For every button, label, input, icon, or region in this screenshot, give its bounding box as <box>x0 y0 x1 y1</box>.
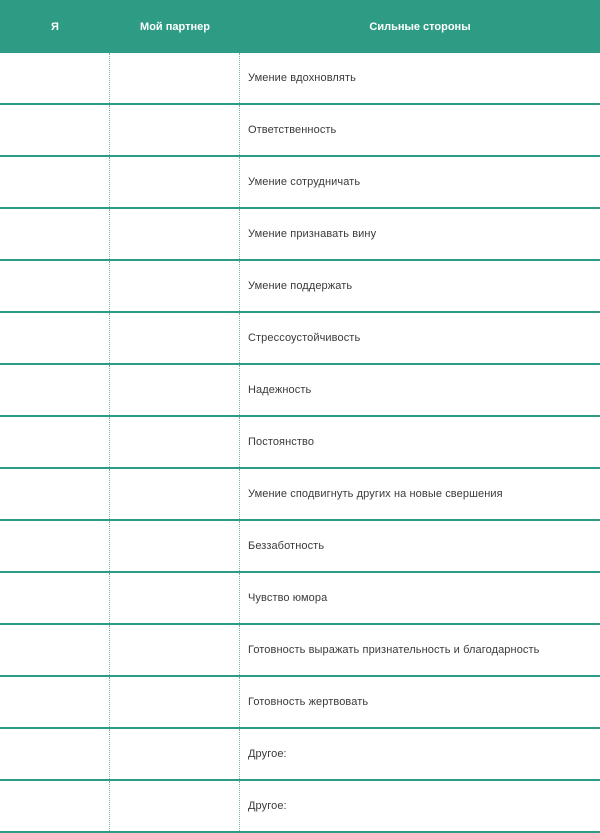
me-cell[interactable] <box>0 261 110 311</box>
strength-label: Чувство юмора <box>248 592 328 604</box>
table-row <box>0 365 600 417</box>
strength-label: Надежность <box>248 384 312 396</box>
table-row <box>0 53 600 105</box>
strength-label: Умение поддержать <box>248 280 353 292</box>
me-cell[interactable] <box>0 417 110 467</box>
me-cell[interactable] <box>0 365 110 415</box>
partner-cell[interactable] <box>110 469 240 519</box>
table-row <box>0 105 600 157</box>
partner-cell[interactable] <box>110 365 240 415</box>
strength-label[interactable]: Другое: <box>248 748 287 760</box>
partner-cell[interactable] <box>110 261 240 311</box>
strength-label: Беззаботность <box>248 540 325 552</box>
table-row <box>0 417 600 469</box>
table-header <box>0 0 600 53</box>
strength-label: Умение сотрудничать <box>248 176 361 188</box>
table-row <box>0 573 600 625</box>
strength-label: Умение признавать вину <box>248 228 377 240</box>
me-cell[interactable] <box>0 625 110 675</box>
me-cell[interactable] <box>0 781 110 831</box>
partner-cell[interactable] <box>110 781 240 831</box>
me-cell[interactable] <box>0 521 110 571</box>
me-cell[interactable] <box>0 469 110 519</box>
strength-label: Постоянство <box>248 436 315 448</box>
me-cell[interactable] <box>0 157 110 207</box>
partner-cell[interactable] <box>110 521 240 571</box>
table-row <box>0 469 600 521</box>
partner-cell[interactable] <box>110 729 240 779</box>
me-cell[interactable] <box>0 209 110 259</box>
table-row <box>0 157 600 209</box>
header-partner: Мой партнер <box>140 20 210 33</box>
partner-cell[interactable] <box>110 157 240 207</box>
me-cell[interactable] <box>0 313 110 363</box>
strength-label: Стрессоустойчивость <box>248 332 361 344</box>
me-cell[interactable] <box>0 729 110 779</box>
table-row <box>0 521 600 573</box>
header-me: Я <box>51 20 59 33</box>
strength-label: Готовность выражать признательность и благодарность <box>248 644 540 656</box>
strength-label: Ответственность <box>248 124 337 136</box>
me-cell[interactable] <box>0 677 110 727</box>
partner-cell[interactable] <box>110 53 240 103</box>
me-cell[interactable] <box>0 105 110 155</box>
strength-label: Умение сподвигнуть других на новые свершения <box>248 488 503 500</box>
partner-cell[interactable] <box>110 313 240 363</box>
table-row <box>0 781 600 833</box>
header-strengths: Сильные стороны <box>369 20 471 33</box>
strength-label: Умение вдохновлять <box>248 72 356 84</box>
partner-cell[interactable] <box>110 573 240 623</box>
table-row <box>0 313 600 365</box>
table-row <box>0 625 600 677</box>
table-row <box>0 677 600 729</box>
table-row <box>0 209 600 261</box>
strength-label: Готовность жертвовать <box>248 696 369 708</box>
table-row <box>0 261 600 313</box>
me-cell[interactable] <box>0 53 110 103</box>
partner-cell[interactable] <box>110 105 240 155</box>
table-row <box>0 729 600 781</box>
strength-label[interactable]: Другое: <box>248 800 287 812</box>
partner-cell[interactable] <box>110 625 240 675</box>
partner-cell[interactable] <box>110 417 240 467</box>
me-cell[interactable] <box>0 573 110 623</box>
partner-cell[interactable] <box>110 677 240 727</box>
partner-cell[interactable] <box>110 209 240 259</box>
